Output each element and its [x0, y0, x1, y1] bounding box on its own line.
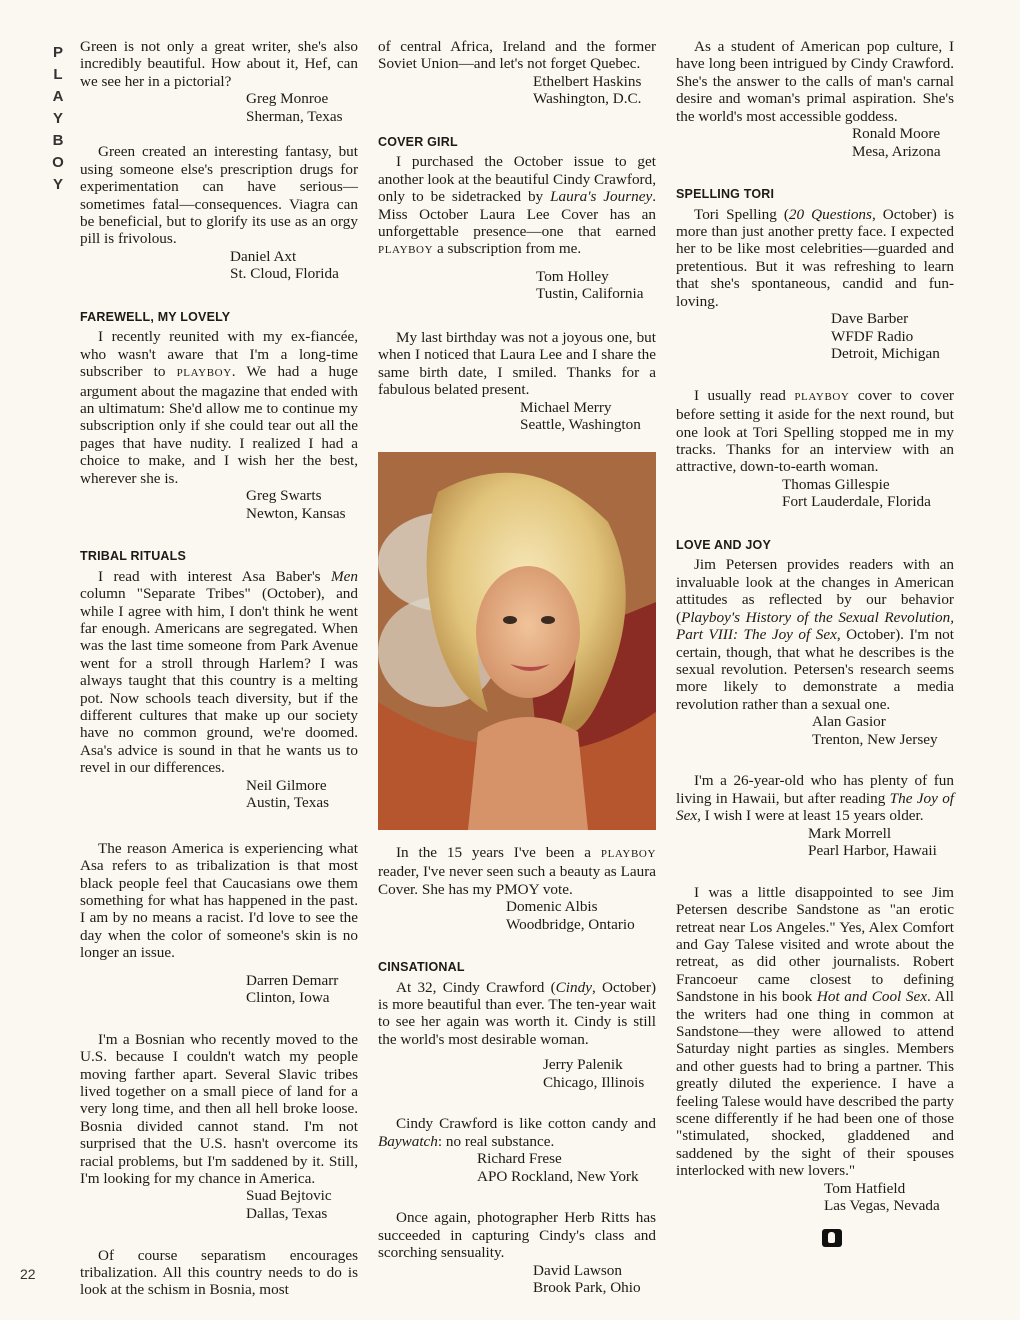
letter-location: Washington, D.C. [533, 90, 642, 108]
letter-author: Ronald Moore [852, 125, 941, 143]
letter-body: I purchased the October issue to get another look at the beautiful Cindy Crawford, only to be sidetracked by Laura's Journey. Miss October Laura Lee Cover has an unforgettable presence—one that earned PLAYBOY a subscription from me. [378, 153, 656, 258]
letter-author: Tom Hatfield [824, 1179, 906, 1197]
letter [378, 38, 656, 108]
letter-location: Woodbridge, Ontario [506, 915, 635, 933]
letter-body: I was a little disappointed to see Jim Petersen describe Sandstone as "an erotic retreat near Los Angeles." Yes, Alex Comfort and Gay Talese visited and wrote about the retreat, as did other journalists. Robert Francoeur came closest to defining Sandstone in his book Hot and Cool Sex. All the writers had one thing in common at Sandstone—they were allowed to attend Saturday night parties as singles. Members and other guests had to bring a partner. This greatly diluted the experience. I have a feeling Talese would have described the party scene differently if he had been one of those "stimulated, shocked, gladdened and saddened by the sight of their spouses interlocked with new lovers." [676, 883, 954, 1180]
letter-author: Alan Gasior [812, 713, 886, 731]
letter [378, 153, 656, 303]
letter [378, 329, 656, 434]
letter [80, 1031, 358, 1223]
letter-body: Jim Petersen provides readers with an invaluable look at the changes in American attitudes as reflected by our behavior (Playboy's History of the Sexual Revolution, Part VIII: The Joy of Sex, October). I'm not certain, though, that what he describes is the sexual revolution. Petersen's research seems more likely to demonstrate a media revolution rather than a sexual one. [676, 556, 954, 713]
letter-author: Daniel Axt [230, 247, 297, 265]
masthead-letter: B [52, 132, 64, 149]
column-left [80, 38, 358, 1317]
letter-location: Las Vegas, Nevada [824, 1197, 940, 1215]
section-heading: FAREWELL, MY LOVELY [80, 310, 231, 325]
masthead-letter: Y [52, 176, 63, 193]
letter-body: I'm a Bosnian who recently moved to the U.S. because I couldn't watch my people moving farther apart. Several Slavic tribes lived together on a small piece of land for a very long time, and then all hell broke loose. Bosnia divided cannot stand. I'm not surprised that the U.S. hasn't overcome its racial problems, but I'm saddened by it. Still, I'm looking for my chance in America. [80, 1030, 358, 1188]
letter-body: Green created an interesting fantasy, but using someone else's prescription drugs for experimentation can have serious—sometimes fatal—consequences. Viagra can be beneficial, but to glorify its use as an orgy pill is frivolous. [80, 143, 358, 248]
letter [676, 884, 954, 1247]
letter-body: Tori Spelling (20 Questions, October) is more than just another pretty face. I expected her to be like most celebrities—guarded and pretentious. But it was refreshing to learn that she's spontaneous, candid and fun-loving. [676, 205, 954, 310]
masthead-vertical [46, 42, 70, 196]
letter-author: Richard Frese [477, 1150, 562, 1168]
letter-body: Once again, photographer Herb Ritts has succeeded in capturing Cindy's class and scorching sensuality. [378, 1209, 656, 1262]
photo-illustration [378, 452, 656, 830]
letter-body: of central Africa, Ireland and the former Soviet Union—and let's not forget Quebec. [378, 38, 656, 73]
letter-body: As a student of American pop culture, I have long been intrigued by Cindy Crawford. She's the answer to the calls of man's carnal desire and woman's primal aspiration. She's the world's most accessible goddess. [676, 38, 954, 125]
letter-author: Michael Merry [520, 398, 612, 416]
letter-body: I'm a 26-year-old who has plenty of fun living in Hawaii, but after reading The Joy of Sex, I wish I were at least 15 years older. [676, 772, 955, 825]
letter-body: In the 15 years I've been a PLAYBOY reader, I've never seen such a beauty as Laura Cover. She has my PMOY vote. [378, 843, 656, 898]
masthead-letter: A [52, 88, 64, 105]
letter-body: The reason America is experiencing what Asa refers to as tribalization is that most black people feel that Caucasians owe them something for what has happened in the past. I am by no means a racist. I'd love to see the day when the color of someone's skin is no longer an issue. [80, 839, 358, 962]
letter-body: I read with interest Asa Baber's Men column "Separate Tribes" (October), and while I agree with him, I don't think he went far enough. Americans are segregated. When was the last time someone from Park Avenue went for a stroll through Harlem? I was always taught that this country is a melting pot. Now schools teach diversity, but if the different cultures that make up our society have no common ground, we're doomed. Asa's advice is sound in that he wants us to revel in our differences. [80, 567, 358, 777]
letter-author: Tom Holley [536, 267, 609, 285]
letter-location: St. Cloud, Florida [230, 265, 339, 283]
letter-location: Chicago, Illinois [543, 1073, 645, 1091]
section-heading: SPELLING TORI [676, 187, 775, 202]
letter [378, 979, 656, 1092]
letter-body: Of course separatism encourages tribalization. All this country needs to do is look at the schism in Bosnia, most [80, 1246, 358, 1299]
letter-location: Mesa, Arizona [852, 142, 941, 160]
letter [80, 143, 358, 283]
section-heading: COVER GIRL [378, 135, 458, 149]
letter-body: Green is not only a great writer, she's also incredibly beautiful. How about it, Hef, can we see her in a pictorial? [80, 38, 358, 90]
letter-location: Fort Lauderdale, Florida [782, 493, 931, 511]
letter [378, 844, 656, 933]
letter-body: Cindy Crawford is like cotton candy and Baywatch: no real substance. [378, 1115, 656, 1150]
letter-author: Domenic Albis [506, 898, 598, 916]
letter [80, 840, 358, 1007]
letter-location: Dallas, Texas [246, 1205, 328, 1223]
letter-author: Greg Swarts [246, 487, 322, 505]
letter-location: Pearl Harbor, Hawaii [808, 842, 937, 860]
letter-author: Suad Bejtovic [246, 1187, 332, 1205]
section-heading: TRIBAL RITUALS [80, 549, 187, 564]
section-heading: CINSATIONAL [378, 960, 465, 975]
masthead-letter: L [53, 66, 63, 83]
rabbit-head-end-mark-icon [822, 1229, 842, 1247]
letter-station: WFDF Radio [831, 327, 914, 345]
letter-location: Tustin, California [536, 285, 644, 303]
letter-body: I recently reunited with my ex-fiancée, who wasn't aware that I'm a long-time subscriber to PLAYBOY. We had a huge argument about the magazine that ended with an ultimatum: She'd allow me to continue my subscription only if she could tear out all the pages that have nudity. I realized I had a choice to make, and I wish her the best, wherever she is. [80, 328, 359, 487]
letter-author: Dave Barber [831, 310, 909, 328]
letter [676, 556, 954, 748]
page-number: 22 [20, 1266, 36, 1282]
letter [676, 206, 954, 363]
letter [80, 328, 358, 522]
letter-author: Darren Demarr [246, 971, 339, 989]
letter-author: David Lawson [533, 1261, 622, 1279]
letter [80, 1247, 358, 1299]
letter-author: Thomas Gillespie [782, 475, 890, 493]
letter-location: Seattle, Washington [520, 416, 641, 434]
letter [378, 1115, 656, 1185]
letter-location: APO Rockland, New York [477, 1167, 639, 1185]
letter-author: Greg Monroe [246, 90, 329, 108]
letter-location: Sherman, Texas [246, 107, 343, 125]
reader-photo-laura-cover [378, 452, 656, 830]
letter-location: Trenton, New Jersey [812, 730, 938, 748]
letter-location: Newton, Kansas [246, 504, 346, 522]
letter-author: Ethelbert Haskins [533, 72, 642, 90]
letter-author: Neil Gilmore [246, 776, 327, 794]
masthead-letter: Y [52, 110, 63, 127]
letter [80, 38, 358, 125]
letter-location: Austin, Texas [246, 794, 330, 812]
masthead-letter: O [52, 154, 64, 171]
letter-location: Detroit, Michigan [831, 345, 940, 363]
letter [676, 772, 954, 859]
letter-author: Jerry Palenik [543, 1056, 623, 1074]
letter-body: My last birthday was not a joyous one, but when I noticed that Laura Lee and I share the same birth date, I smiled. Thanks for a fabulous belated present. [378, 329, 656, 399]
letter-location: Clinton, Iowa [246, 989, 330, 1007]
column-middle [378, 38, 656, 1315]
letter-location: Brook Park, Ohio [533, 1279, 641, 1297]
letter [80, 568, 358, 812]
section-heading: LOVE AND JOY [676, 538, 772, 553]
column-right [676, 38, 954, 1265]
letter [378, 1209, 656, 1296]
letter-author: Mark Morrell [808, 824, 892, 842]
letter-body: At 32, Cindy Crawford (Cindy, October) is more beautiful than ever. The ten-year wait to see her again was worth it. Cindy is still the world's most desirable woman. [378, 978, 656, 1048]
masthead-letter: P [52, 44, 63, 61]
letter [676, 38, 954, 160]
letter-body: I usually read PLAYBOY cover to cover before setting it aside for the next round, but one look at Tori Spelling stopped me in my tracks. Thanks for an interview with an attractive, down-to-earth woman. [676, 386, 954, 476]
letter [676, 387, 954, 511]
